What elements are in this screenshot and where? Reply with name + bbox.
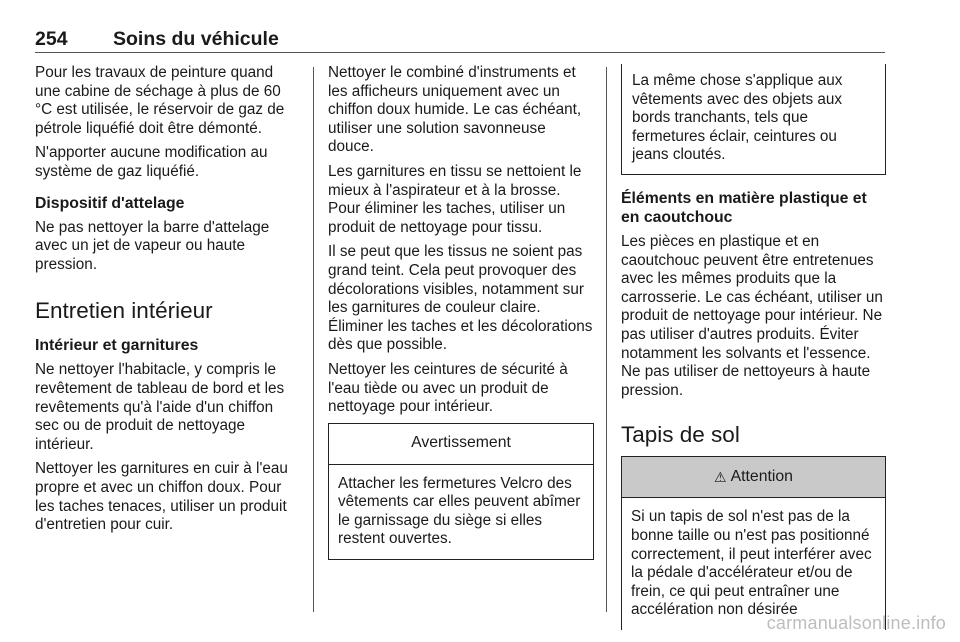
attention-text: Si un tapis de sol n'est pas de la bonne taille ou n'est pas positionné correctement, il peut interférer avec la pédale d'accélérateur et/ou de frein, ce qui peut entraîner une accélération non désirée (631, 508, 872, 619)
paragraph: Il se peut que les tissus ne soient pas grand teint. Cela peut provoquer des décolorations visibles, notamment sur les garnitures de couleur claire. Éliminer les taches et les décolorations dès que possible. (328, 243, 593, 354)
warning-text: Attacher les fermetures Velcro des vêtements car elles peuvent abîmer le garnissage du siège si elles restent ouvertes. (338, 474, 581, 548)
attention-header (622, 457, 885, 498)
attention-title: Attention (730, 468, 793, 486)
column-3 (621, 64, 886, 630)
attention-box (621, 456, 886, 630)
column-2 (328, 64, 594, 560)
section-heading: Intérieur et garnitures (35, 337, 199, 355)
chapter-heading: Tapis de sol (621, 422, 740, 448)
column-1 (35, 64, 300, 541)
continued-warning-box (621, 64, 886, 175)
warning-box (328, 423, 594, 560)
paragraph: Ne pas nettoyer la barre d'attelage avec un jet de vapeur ou haute pression. (35, 218, 270, 273)
column-divider-2 (606, 67, 607, 612)
chapter-heading: Entretien intérieur (35, 298, 213, 324)
paragraph: Les garnitures en tissu se nettoient le mieux à l'aspirateur et à la brosse. Pour éliminer les taches, utiliser un produit de nettoyage pour tissu. (328, 162, 582, 236)
paragraph: N'apporter aucune modification au système de gaz liquéfié. (35, 144, 268, 180)
page-header (35, 28, 279, 51)
section-heading: Dispositif d'attelage (35, 194, 185, 212)
page-number: 254 (35, 28, 68, 50)
paragraph: Ne nettoyer l'habitacle, y compris le revêtement de tableau de bord et les revêtements qu'à l'aide d'un chiffon sec ou de produit de nettoyage intérieur. (35, 361, 285, 453)
warning-text: La même chose s'applique aux vêtements avec des objets aux bords tranchants, tels que fermetures éclair, ceintures ou jeans cloutés. (632, 72, 843, 164)
paragraph: Pour les travaux de peinture quand une cabine de séchage à plus de 60 °C est utilisée, le réservoir de gaz de pétrole liquéfié doit être démonté. (35, 64, 285, 137)
section-heading: Éléments en matière plastique et en caoutchouc (621, 189, 867, 226)
column-divider-1 (313, 67, 314, 612)
warning-triangle-icon: ⚠ (714, 469, 727, 486)
paragraph: Nettoyer les garnitures en cuir à l'eau propre et avec un chiffon doux. Pour les taches tenaces, utiliser un produit d'entretien pour cuir. (35, 460, 288, 534)
page-title: Soins du véhicule (113, 28, 279, 50)
paragraph: Les pièces en plastique et en caoutchouc peuvent être entretenues avec les mêmes produits que la carrosserie. Le cas échéant, utiliser un produit de nettoyage pour intérieur. Ne pas utiliser d'autres produits. Éviter notamment les solvants et l'essence. Ne pas utiliser de nettoyeurs à haute pression. (621, 232, 883, 399)
header-rule (35, 52, 885, 53)
paragraph: Nettoyer les ceintures de sécurité à l'eau tiède ou avec un produit de nettoyage pour intérieur. (328, 360, 568, 416)
paragraph: Nettoyer le combiné d'instruments et les afficheurs uniquement avec un chiffon doux humide. Le cas échéant, utiliser une solution savonneuse douce. (328, 64, 582, 156)
warning-title: Avertissement (329, 424, 593, 465)
watermark: carmanualsonline.info (766, 613, 946, 633)
